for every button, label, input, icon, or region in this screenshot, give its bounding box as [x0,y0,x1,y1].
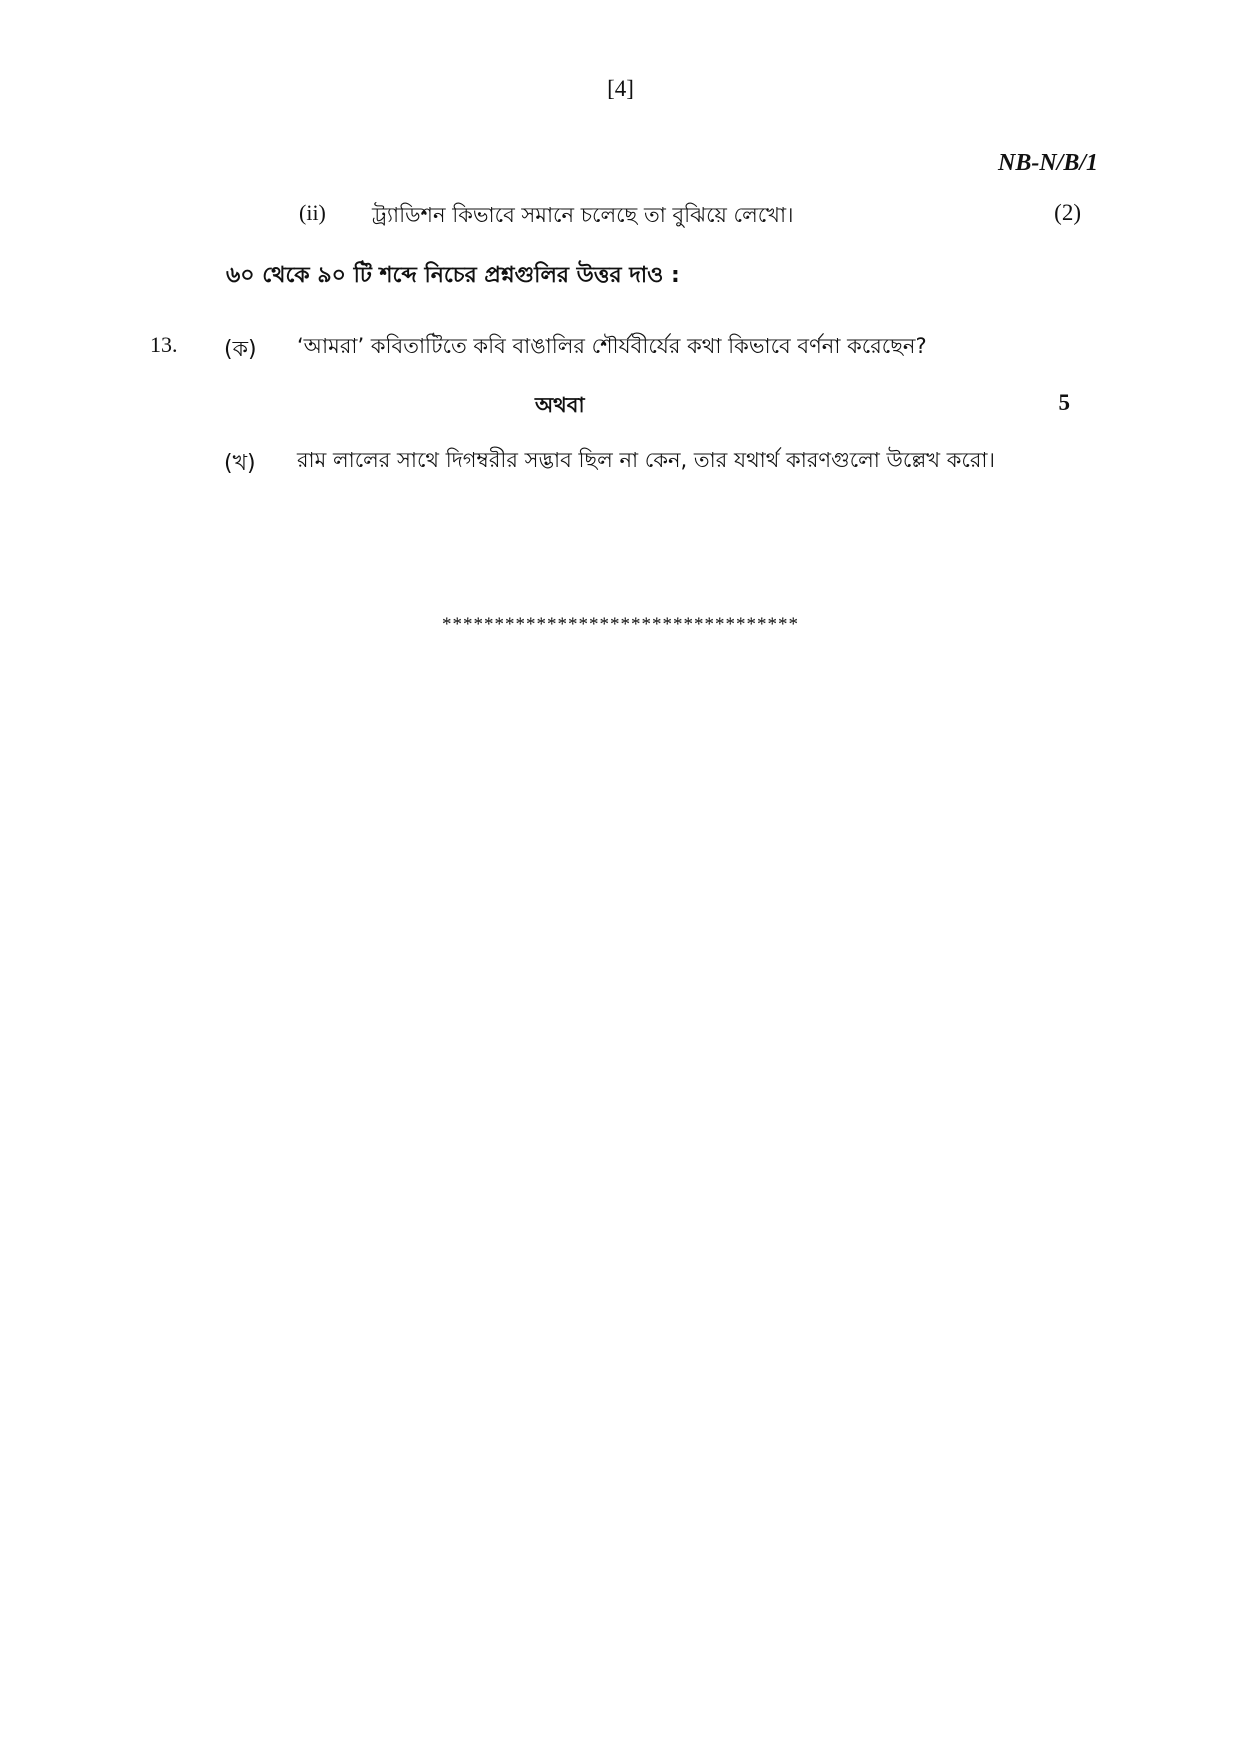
question-number: 13. [150,332,178,357]
subpart-label: (ii) [299,200,326,225]
or-label: অথবা [535,393,585,417]
option-b-label: (খ) [224,451,256,476]
option-a-text: ‘আমরা’ কবিতাটিতে কবি বাঙালির শৌর্যবীর্যের কথা কিভাবে বর্ণনা করেছেন? [297,334,927,358]
question-marks: 5 [1058,390,1070,415]
option-a-label: (ক) [224,337,257,362]
subpart-text: ট্র্যাডিশন কিভাবে সমানে চলেছে তা বুঝিয়ে লেখো। [372,203,794,227]
option-b-text: রাম লালের সাথে দিগম্বরীর সদ্ভাব ছিল না কেন, তার যথার্থ কারণগুলো উল্লেখ করো। [297,448,996,472]
page-number: [4] [607,76,634,101]
end-of-paper-marker: ********************************** [442,614,799,635]
subpart-marks: (2) [1054,200,1081,225]
paper-code: NB-N/B/1 [997,150,1098,176]
section-instruction: ৬০ থেকে ৯০ টি শব্দে নিচের প্রশ্নগুলির উত্তর দাও : [226,263,680,288]
